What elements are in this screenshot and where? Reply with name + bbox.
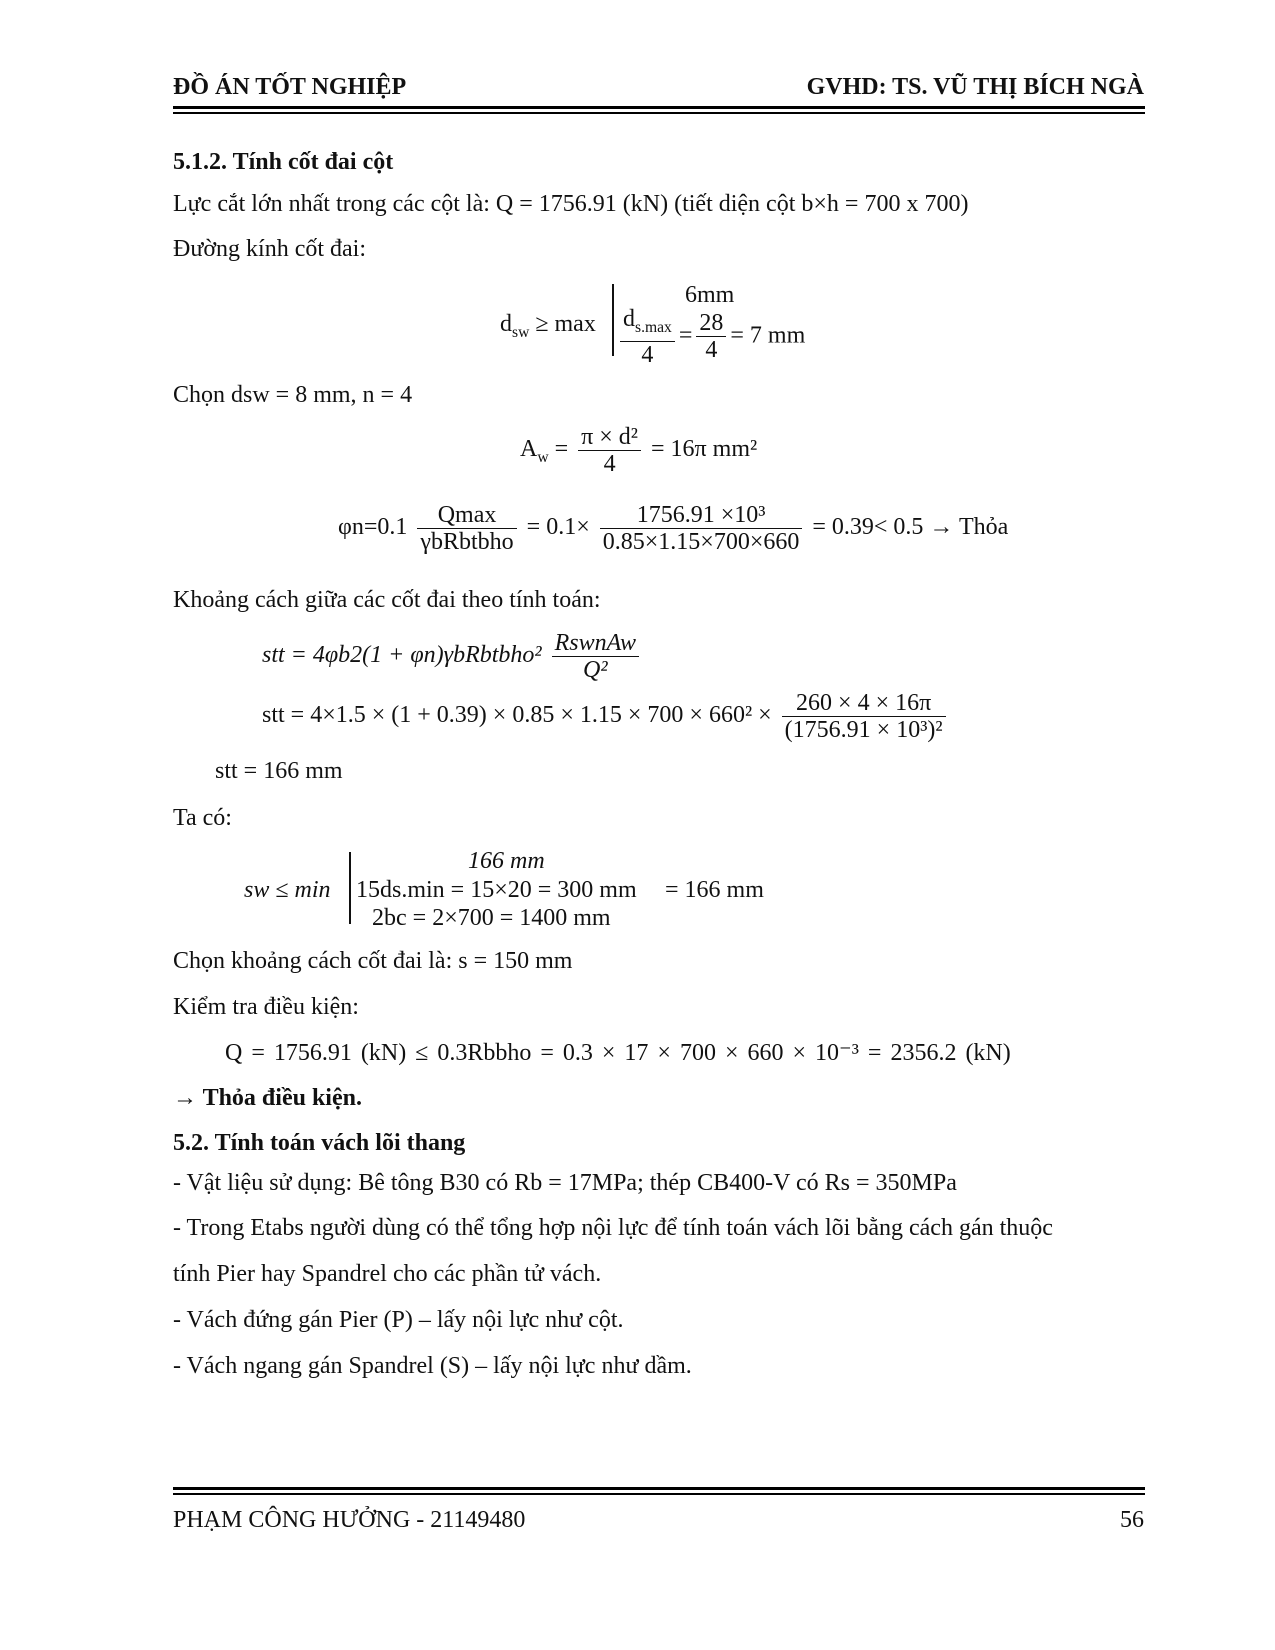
formula-sw-row3: 2bc = 2×700 = 1400 mm (372, 905, 611, 931)
formula-dsw-opt2: $\frac{d_{s.max}}{4}$ = $\frac{28}{4}$ = 7 mm (616, 306, 805, 368)
conclusion: → Thỏa điều kiện. (173, 1085, 362, 1111)
paragraph: Khoảng cách giữa các cốt đai theo tính toán: (173, 587, 601, 613)
brace-bar (349, 852, 351, 924)
header-left: ĐỒ ÁN TỐT NGHIỆP (173, 74, 407, 100)
formula-sw-lhs: sw ≤ min (244, 877, 331, 903)
formula-sw-result: = 166 mm (665, 877, 764, 903)
footer-rule-thick (173, 1487, 1145, 1490)
header-rule-thin (173, 112, 1145, 114)
paragraph: - Trong Etabs người dùng có thể tổng hợp nội lực để tính toán vách lõi bằng cách gán thuộc (173, 1215, 1053, 1241)
formula-stt-result: stt = 166 mm (215, 758, 343, 784)
header-right: GVHD: TS. VŨ THỊ BÍCH NGÀ (806, 74, 1144, 100)
page-number: 56 (1120, 1507, 1144, 1533)
paragraph: tính Pier hay Spandrel cho các phần tử vách. (173, 1261, 602, 1287)
brace-bar (612, 284, 614, 356)
formula-stt-values: stt = 4×1.5 × (1 + 0.39) × 0.85 × 1.15 × 700 × 660² × $\frac{260 \times 4 \times 16\pi}{\text{(1756.91 × 10³)²}}$ (262, 690, 950, 743)
footer-author: PHẠM CÔNG HƯỞNG - 21149480 (173, 1507, 526, 1533)
formula-stt-general: stt = 4φb2(1 + φn)γbRbtbho² $\frac{\text{RswnAw}}{\text{Q²}}$ (262, 630, 643, 683)
section-title: 5.2. Tính toán vách lõi thang (173, 1130, 466, 1156)
paragraph: Đường kính cốt đai: (173, 236, 367, 262)
formula-dsw-opt1: 6mm (685, 282, 735, 308)
header-rule-thick (173, 106, 1145, 109)
paragraph: - Vách ngang gán Spandrel (S) – lấy nội lực như dầm. (173, 1353, 692, 1379)
formula-sw-row1: 166 mm (468, 848, 545, 874)
paragraph: Chọn khoảng cách cốt đai là: s = 150 mm (173, 948, 573, 974)
formula-dsw-lhs: $d_{sw} \ge \max$ (500, 311, 596, 341)
formula-phi: φn=0.1 $\frac{Qmax}{\text{γbRbtbho}}$ = 0.1× $\frac{\text{1756.91 ×10³}}{0.85\times 1.15\times 700\times 660}$ = 0.39< 0.5 → Thỏa (338, 502, 1009, 555)
section-title: 5.1.2. Tính cốt đai cột (173, 149, 394, 175)
footer-rule-thin (173, 1493, 1145, 1495)
formula-sw-row2: 15ds.min = 15×20 = 300 mm (356, 877, 637, 903)
paragraph: Lực cắt lớn nhất trong các cột là: Q = 1756.91 (kN) (tiết diện cột b×h = 700 x 700) (173, 191, 969, 217)
paragraph: - Vách đứng gán Pier (P) – lấy nội lực như cột. (173, 1307, 624, 1333)
paragraph: Ta có: (173, 805, 232, 831)
paragraph: - Vật liệu sử dụng: Bê tông B30 có Rb = 17MPa; thép CB400-V có Rs = 350MPa (173, 1170, 957, 1196)
formula-check: Q = 1756.91 (kN) ≤ 0.3Rbbho = 0.3 × 17 × 700 × 660 × 10⁻³ = 2356.2 (kN) (225, 1040, 1011, 1066)
paragraph: Kiểm tra điều kiện: (173, 994, 359, 1020)
paragraph: Chọn dsw = 8 mm, n = 4 (173, 382, 413, 408)
formula-aw: $A_w$ = $\frac{\text{π × d²}}{4}$ = 16π mm² (520, 424, 758, 477)
